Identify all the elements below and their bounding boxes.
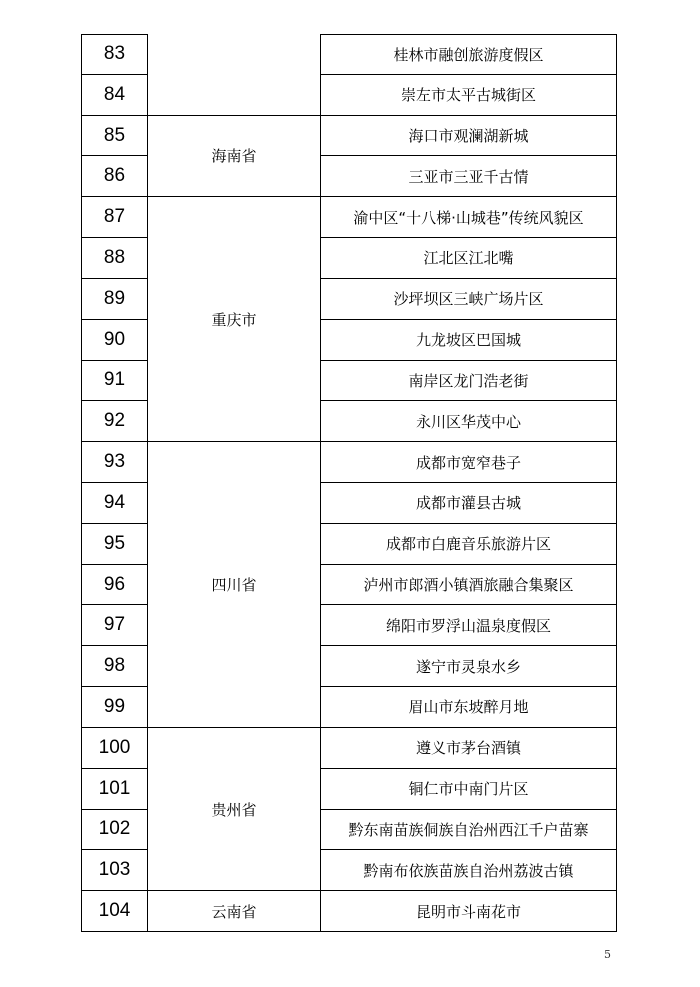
row-number-cell: 86: [81, 156, 148, 197]
row-number-cell: 85: [81, 116, 148, 157]
attraction-name-cell: 遵义市茅台酒镇: [320, 728, 617, 769]
attraction-name-cell: 江北区江北嘴: [320, 238, 617, 279]
row-number-cell: 83: [81, 34, 148, 75]
attraction-name-cell: 眉山市东坡醉月地: [320, 687, 617, 728]
attraction-name-cell: 黔东南苗族侗族自治州西江千户苗寨: [320, 810, 617, 851]
attraction-name-cell: 成都市灌县古城: [320, 483, 617, 524]
attraction-name-cell: 铜仁市中南门片区: [320, 769, 617, 810]
row-number-cell: 95: [81, 524, 148, 565]
attraction-name-cell: 成都市宽窄巷子: [320, 442, 617, 483]
attraction-name-cell: 桂林市融创旅游度假区: [320, 34, 617, 75]
page-number: 5: [604, 948, 611, 961]
row-number-cell: 84: [81, 75, 148, 116]
attraction-table: [81, 34, 617, 932]
attraction-name-cell: 崇左市太平古城街区: [320, 75, 617, 116]
province-cell: 海南省: [148, 116, 320, 198]
attraction-name-cell: 遂宁市灵泉水乡: [320, 646, 617, 687]
row-number-cell: 91: [81, 361, 148, 402]
attraction-name-cell: 沙坪坝区三峡广场片区: [320, 279, 617, 320]
row-number-cell: 89: [81, 279, 148, 320]
attraction-name-cell: 泸州市郎酒小镇酒旅融合集聚区: [320, 565, 617, 606]
row-number-cell: 104: [81, 891, 148, 932]
attraction-name-cell: 绵阳市罗浮山温泉度假区: [320, 605, 617, 646]
attraction-name-cell: 南岸区龙门浩老街: [320, 361, 617, 402]
row-number-cell: 96: [81, 565, 148, 606]
row-number-cell: 87: [81, 197, 148, 238]
row-number-cell: 94: [81, 483, 148, 524]
attraction-name-cell: 昆明市斗南花市: [320, 891, 617, 932]
row-number-cell: 103: [81, 850, 148, 891]
row-number-cell: 101: [81, 769, 148, 810]
row-number-cell: 98: [81, 646, 148, 687]
row-number-cell: 99: [81, 687, 148, 728]
row-number-cell: 102: [81, 810, 148, 851]
attraction-name-cell: 渝中区“十八梯·山城巷”传统风貌区: [320, 197, 617, 238]
row-number-cell: 100: [81, 728, 148, 769]
province-cell: 云南省: [148, 891, 320, 932]
row-number-cell: 93: [81, 442, 148, 483]
province-cell: [148, 34, 320, 116]
attraction-name-cell: 成都市白鹿音乐旅游片区: [320, 524, 617, 565]
attraction-name-cell: 黔南布依族苗族自治州荔波古镇: [320, 850, 617, 891]
row-number-cell: 92: [81, 401, 148, 442]
attraction-name-cell: 海口市观澜湖新城: [320, 116, 617, 157]
province-cell: 贵州省: [148, 728, 320, 891]
row-number-cell: 90: [81, 320, 148, 361]
attraction-name-cell: 三亚市三亚千古情: [320, 156, 617, 197]
province-cell: 四川省: [148, 442, 320, 728]
province-cell: 重庆市: [148, 197, 320, 442]
attraction-name-cell: 永川区华茂中心: [320, 401, 617, 442]
attraction-name-cell: 九龙坡区巴国城: [320, 320, 617, 361]
row-number-cell: 88: [81, 238, 148, 279]
row-number-cell: 97: [81, 605, 148, 646]
